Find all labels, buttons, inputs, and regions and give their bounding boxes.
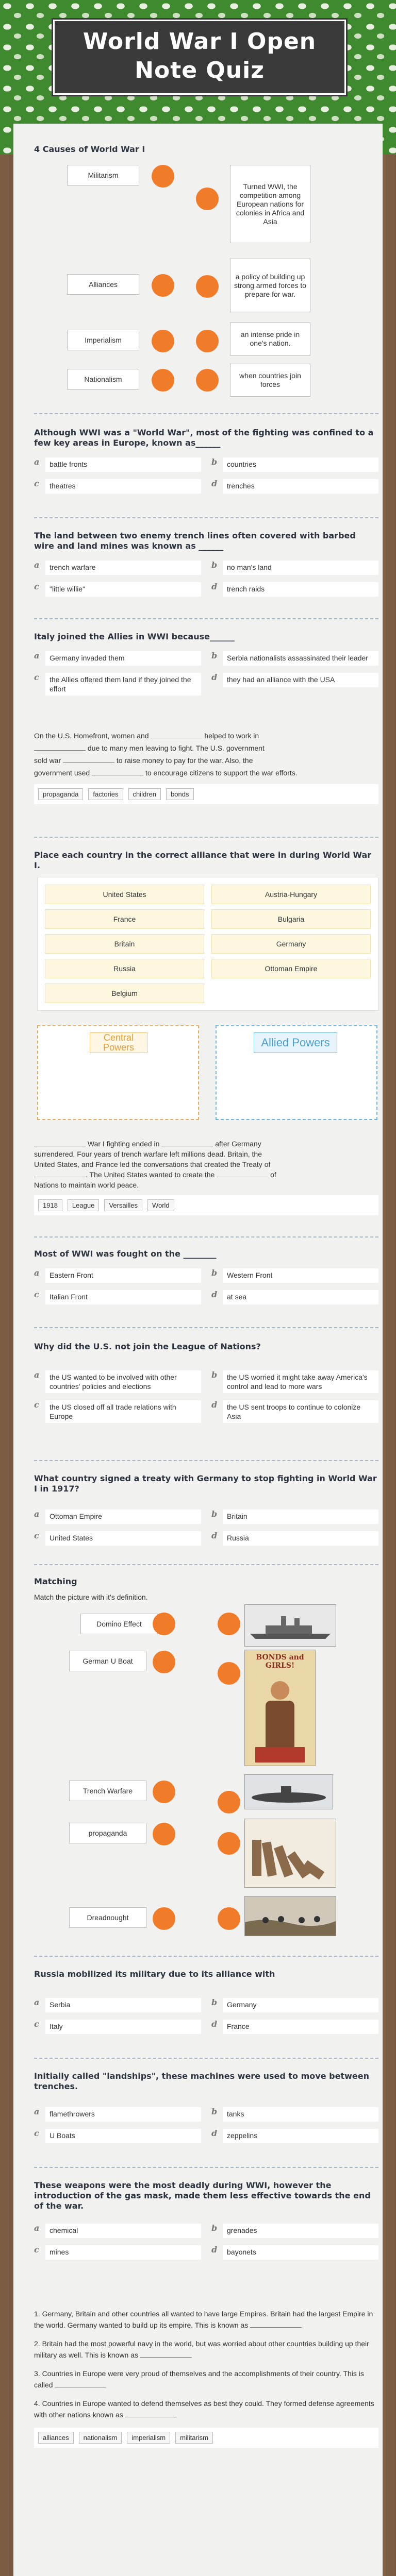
question-7 [34, 1139, 378, 1215]
option[interactable] [34, 2107, 201, 2122]
sort-item[interactable]: Bulgaria [211, 909, 371, 929]
option-letter: c [34, 2128, 39, 2138]
option[interactable] [34, 1531, 201, 1546]
word-chip[interactable]: children [128, 788, 161, 800]
question-heading: What country signed a treaty with Germany to stop fighting in World War I in 1917? [34, 1473, 377, 1494]
option-text: Germany invaded them [45, 651, 201, 666]
fill-in-passage [34, 730, 378, 779]
option[interactable] [34, 1510, 201, 1524]
divider [34, 1236, 378, 1238]
bonds-poster-picture[interactable] [244, 1650, 316, 1766]
blank[interactable] [92, 768, 143, 775]
option-text: "little willie" [45, 582, 201, 597]
option-letter: c [34, 2019, 39, 2029]
option-letter: d [211, 2019, 218, 2029]
option[interactable] [211, 1998, 378, 2012]
match-definition[interactable]: Turned WWI, the competition among European nations for colonies in Africa and Asia [230, 165, 310, 243]
option-text: battle fronts [45, 457, 201, 472]
blank[interactable] [151, 731, 202, 738]
option[interactable] [211, 2020, 378, 2034]
option[interactable] [34, 1998, 201, 2012]
divider [34, 837, 378, 838]
sort-item[interactable]: Ottoman Empire [211, 959, 371, 978]
word-chip[interactable]: Versailles [104, 1199, 142, 1211]
option[interactable] [34, 479, 201, 494]
question-heading: Although WWI was a "World War", most of the fighting was confined to a few key areas in Europe, known as______ [34, 428, 374, 448]
option-letter: d [211, 672, 218, 682]
option-letter: b [211, 651, 218, 660]
match-definition[interactable]: when countries join forces [230, 364, 310, 397]
submarine-picture[interactable] [244, 1774, 333, 1809]
match-dot[interactable] [218, 1907, 240, 1930]
question-heading: Place each country in the correct alliance that were in during World War I. [34, 850, 372, 870]
ship-picture[interactable] [244, 1604, 336, 1647]
word-chip[interactable]: alliances [38, 2432, 74, 2444]
passage-text: Nations to maintain world peace. [34, 1181, 139, 1189]
divider [34, 618, 378, 619]
sort-item[interactable]: Austria-Hungary [211, 885, 371, 904]
match-term[interactable]: Dreadnought [69, 1907, 146, 1928]
option-letter: d [211, 1400, 218, 1410]
option[interactable] [211, 479, 378, 494]
trench-image [245, 1896, 336, 1936]
option-letter: a [34, 1997, 40, 2007]
question-4 [34, 632, 378, 703]
option-text: Russia [223, 1531, 378, 1546]
question-10 [34, 1473, 378, 1553]
word-chip[interactable]: factories [88, 788, 123, 800]
option-text: bayonets [223, 2245, 378, 2260]
option-text: Italian Front [45, 1290, 201, 1304]
ship-image [245, 1605, 336, 1646]
option-text: Britain [223, 1510, 378, 1524]
option-text: zeppelins [223, 2129, 378, 2143]
match-term[interactable]: Alliances [67, 274, 139, 295]
match-dot[interactable] [153, 1613, 175, 1635]
trench-picture[interactable] [244, 1896, 336, 1936]
question-2 [34, 428, 378, 501]
word-chip[interactable]: militarism [175, 2432, 213, 2444]
option-text: the US sent troops to continue to colonize Asia [223, 1400, 378, 1423]
match-term[interactable]: Trench Warfare [69, 1781, 146, 1801]
question-heading: Russia mobilized its military due to its alliance with [34, 1969, 275, 1979]
option[interactable] [34, 673, 201, 696]
word-chip[interactable]: bonds [166, 788, 193, 800]
match-dot[interactable] [153, 1781, 175, 1803]
option-text: France [223, 2020, 378, 2034]
option-text: Ottoman Empire [45, 1510, 201, 1524]
domino-cartoon-picture[interactable] [244, 1819, 336, 1888]
option-text: the US closed off all trade relations with Europe [45, 1400, 201, 1423]
poster-figure-image [245, 1670, 315, 1766]
options [34, 1370, 378, 1430]
question-6 [34, 850, 378, 871]
option-text: trenches [223, 479, 378, 494]
domino-cartoon-image [245, 1819, 336, 1887]
option-letter: c [34, 1531, 39, 1540]
passage-text: surrendered. Four years of trench warfare left millions dead. Britain, the [34, 1150, 262, 1158]
option-letter: d [211, 479, 218, 488]
option-letter: b [211, 2223, 218, 2233]
option-text: Serbia nationalists assassinated their leader [223, 651, 378, 666]
option-text: grenades [223, 2224, 378, 2238]
question-heading: Why did the U.S. not join the League of Nations? [34, 1342, 261, 1351]
option-letter: b [211, 1370, 218, 1380]
option-text: the US worried it might take away America's control and lead to more wars [223, 1370, 378, 1393]
page-title: World War I Open Note Quiz [82, 28, 317, 83]
blank[interactable] [161, 1139, 213, 1146]
option-text: the US wanted to be involved with other countries' policies and elections [45, 1370, 201, 1393]
divider [34, 517, 378, 518]
option-letter: c [34, 2245, 39, 2255]
option-letter: a [34, 457, 40, 467]
question-11 [34, 1577, 378, 1601]
option-text: no man's land [223, 561, 378, 575]
word-bank [34, 1195, 378, 1215]
option[interactable] [211, 1400, 378, 1423]
word-bank [34, 784, 378, 804]
option-text: chemical [45, 2224, 201, 2238]
match-dot[interactable] [196, 330, 219, 352]
match-definition[interactable]: a policy of building up strong armed forces to prepare for war. [230, 259, 310, 312]
option-letter: d [211, 1290, 218, 1299]
fill-in-list [34, 2308, 378, 2420]
passage-text: sold war [34, 756, 61, 765]
option[interactable] [211, 582, 378, 597]
allied-powers-label: Allied Powers [254, 1032, 337, 1053]
sort-item[interactable]: Russia [45, 959, 204, 978]
sort-items [37, 877, 378, 1011]
option[interactable] [34, 1400, 201, 1423]
submarine-image [245, 1775, 333, 1809]
option-text: Italy [45, 2020, 201, 2034]
options [34, 457, 378, 501]
option[interactable] [34, 651, 201, 666]
option-letter: b [211, 2107, 218, 2116]
match-dot[interactable] [218, 1832, 240, 1855]
blank[interactable] [34, 743, 86, 751]
passage-text: . The United States wanted to create the [86, 1171, 215, 1179]
option[interactable] [211, 1290, 378, 1304]
divider [34, 1327, 378, 1328]
option-text: U Boats [45, 2129, 201, 2143]
divider [34, 1956, 378, 1957]
question-heading: 4 Causes of World War I [34, 144, 145, 154]
question-heading: Italy joined the Allies in WWI because______ [34, 632, 235, 641]
option[interactable] [211, 651, 378, 666]
option-letter: a [34, 2223, 40, 2233]
option-letter: c [34, 672, 39, 682]
question-heading: Most of WWI was fought on the ________ [34, 1249, 217, 1259]
option-text: flamethrowers [45, 2107, 201, 2122]
match-term[interactable]: Imperialism [67, 330, 139, 350]
option[interactable] [34, 2129, 201, 2143]
option[interactable] [211, 2129, 378, 2143]
question-9 [34, 1342, 378, 1430]
poster-heading: BONDS and GIRLS! [256, 1653, 304, 1670]
divider [34, 413, 378, 414]
option[interactable] [211, 1510, 378, 1524]
sort-item[interactable]: Belgium [45, 984, 204, 1003]
option[interactable] [211, 457, 378, 472]
option-letter: d [211, 2128, 218, 2138]
option-text: at sea [223, 1290, 378, 1304]
match-definition[interactable]: an intense pride in one's nation. [230, 323, 310, 355]
match-dot[interactable] [153, 1651, 175, 1673]
passage-text: due to many men leaving to fight. The U.S. government [87, 744, 265, 752]
option[interactable] [211, 1531, 378, 1546]
option-text: Germany [223, 1998, 378, 2012]
sort-item[interactable]: Britain [45, 934, 204, 954]
word-bank [34, 2428, 378, 2448]
option-letter: d [211, 1531, 218, 1540]
match-dot[interactable] [152, 274, 174, 297]
word-chip[interactable]: nationalism [79, 2432, 122, 2444]
match-dot[interactable] [153, 1823, 175, 1845]
blank[interactable] [34, 1170, 86, 1177]
option-letter: a [34, 1370, 40, 1380]
match-term[interactable]: propaganda [69, 1823, 146, 1843]
option-text: mines [45, 2245, 201, 2260]
option-letter: c [34, 582, 39, 591]
match-term[interactable]: German U Boat [69, 1651, 146, 1671]
blank[interactable] [55, 2380, 106, 2387]
passage-text: United States, and France led the conversations that created the Treaty of [34, 1160, 271, 1168]
option-text: theatres [45, 479, 201, 494]
match-dot[interactable] [196, 188, 219, 210]
match-dot[interactable] [196, 369, 219, 392]
option-letter: a [34, 560, 40, 570]
sort-item[interactable]: United States [45, 885, 204, 904]
passage-text: helped to work in [204, 732, 259, 740]
match-dot[interactable] [153, 1907, 175, 1930]
option-letter: b [211, 457, 218, 467]
list-item: 1. Germany, Britain and other countries all wanted to have large Empires. Britain had the largest Empire in the world. Germany wanted to build up its empire. This is known as [34, 2310, 373, 2329]
match-dot[interactable] [218, 1613, 240, 1635]
option[interactable] [211, 561, 378, 575]
match-dot[interactable] [152, 165, 174, 188]
option[interactable] [211, 1268, 378, 1283]
match-dot[interactable] [196, 275, 219, 298]
word-chip[interactable]: 1918 [38, 1199, 62, 1211]
option[interactable] [34, 2245, 201, 2260]
passage-text: War I fighting ended in [87, 1140, 160, 1148]
allied-powers-dropzone[interactable] [216, 1025, 377, 1120]
match-term[interactable]: Nationalism [67, 369, 139, 389]
option[interactable] [34, 582, 201, 597]
option[interactable] [211, 1370, 378, 1393]
question-heading: The land between two enemy trench lines often covered with barbed wire and land mines was known as ______ [34, 531, 356, 551]
option-letter: a [34, 1268, 40, 1278]
passage-text: after Germany [215, 1140, 261, 1148]
question-13 [34, 2071, 378, 2150]
option-letter: b [211, 1268, 218, 1278]
option[interactable] [34, 561, 201, 575]
option-text: trench warfare [45, 561, 201, 575]
option-text: they had an alliance with the USA [223, 673, 378, 687]
question-14 [34, 2180, 378, 2267]
match-term[interactable]: Militarism [67, 165, 139, 185]
question-heading: Initially called "landships", these machines were used to move between trenches. [34, 2071, 369, 2091]
option[interactable] [34, 1268, 201, 1283]
option-letter: a [34, 1509, 40, 1519]
divider [34, 2167, 378, 2168]
divider [34, 1564, 378, 1565]
match-dot[interactable] [218, 1662, 240, 1685]
sort-item[interactable]: Germany [211, 934, 371, 954]
blank[interactable] [34, 1139, 86, 1146]
word-chip[interactable]: World [147, 1199, 174, 1211]
option-text: countries [223, 457, 378, 472]
passage-text: government used [34, 769, 90, 777]
blank[interactable] [217, 1170, 268, 1177]
divider [34, 1460, 378, 1461]
question-subtext: Match the picture with it's definition. [34, 1593, 148, 1601]
passage-text: On the U.S. Homefront, women and [34, 732, 149, 740]
option[interactable] [211, 2224, 378, 2238]
list-item: 4. Countries in Europe wanted to defend themselves as best they could. They formed defense agreements with other nations known as [34, 2399, 374, 2419]
blank[interactable] [63, 755, 114, 763]
option[interactable] [34, 1370, 201, 1393]
list-item: 2. Britain had the most powerful navy in the world, but was worried about other countries building up their military as well. This is known as [34, 2340, 369, 2359]
option-text: Serbia [45, 1998, 201, 2012]
option-letter: c [34, 1400, 39, 1410]
option-text: tanks [223, 2107, 378, 2122]
option[interactable] [34, 457, 201, 472]
question-12 [34, 1969, 378, 2041]
question-8 [34, 1249, 378, 1312]
blank[interactable] [125, 2410, 177, 2417]
option-letter: b [211, 560, 218, 570]
blank[interactable] [140, 2350, 192, 2358]
option-letter: b [211, 1997, 218, 2007]
option-text: the Allies offered them land if they joined the effort [45, 673, 201, 696]
question-5 [34, 730, 378, 804]
options [34, 2107, 378, 2150]
options [34, 2224, 378, 2267]
option[interactable] [34, 2224, 201, 2238]
quiz-sheet [13, 124, 383, 2576]
word-chip[interactable]: imperialism [127, 2432, 170, 2444]
option-text: Western Front [223, 1268, 378, 1283]
option-text: United States [45, 1531, 201, 1546]
option-text: Eastern Front [45, 1268, 201, 1283]
option[interactable] [34, 2020, 201, 2034]
option-letter: c [34, 1290, 39, 1299]
options [34, 651, 378, 703]
question-1 [34, 144, 378, 155]
divider [34, 2058, 378, 2059]
sort-item[interactable]: France [45, 909, 204, 929]
match-term[interactable]: Domino Effect [80, 1614, 158, 1634]
question-3 [34, 531, 378, 604]
option-letter: b [211, 1509, 218, 1519]
passage-text: to encourage citizens to support the war efforts. [145, 769, 298, 777]
option-letter: d [211, 582, 218, 591]
match-dot[interactable] [152, 330, 174, 352]
passage-text: to raise money to pay for the war. Also, the [116, 756, 253, 765]
word-chip[interactable]: propaganda [38, 788, 83, 800]
question-heading: Matching [34, 1577, 77, 1586]
title-banner [53, 20, 346, 95]
word-chip[interactable]: League [68, 1199, 99, 1211]
match-dot[interactable] [152, 369, 174, 392]
option-letter: c [34, 479, 39, 488]
option[interactable] [211, 2245, 378, 2260]
question-15 [34, 2308, 378, 2448]
option-letter: d [211, 2245, 218, 2255]
option-letter: a [34, 651, 40, 660]
match-dot[interactable] [218, 1791, 240, 1814]
fill-in-passage [34, 1139, 378, 1190]
blank[interactable] [250, 2320, 302, 2328]
list-item: 3. Countries in Europe were very proud of themselves and the accomplishments of their country. This is called [34, 2369, 364, 2389]
central-powers-dropzone[interactable] [37, 1025, 199, 1120]
option[interactable] [211, 2107, 378, 2122]
option[interactable] [34, 1290, 201, 1304]
question-heading: These weapons were the most deadly during WWI, however the introduction of the gas mask, made them less effective towards the end of the war. [34, 2180, 371, 2211]
options [34, 1268, 378, 1312]
options [34, 561, 378, 604]
option[interactable] [211, 673, 378, 696]
options [34, 1510, 378, 1553]
central-powers-label: Central Powers [90, 1032, 147, 1053]
passage-text: of [270, 1171, 276, 1179]
option-text: trench raids [223, 582, 378, 597]
option-letter: a [34, 2107, 40, 2116]
options [34, 1998, 378, 2041]
